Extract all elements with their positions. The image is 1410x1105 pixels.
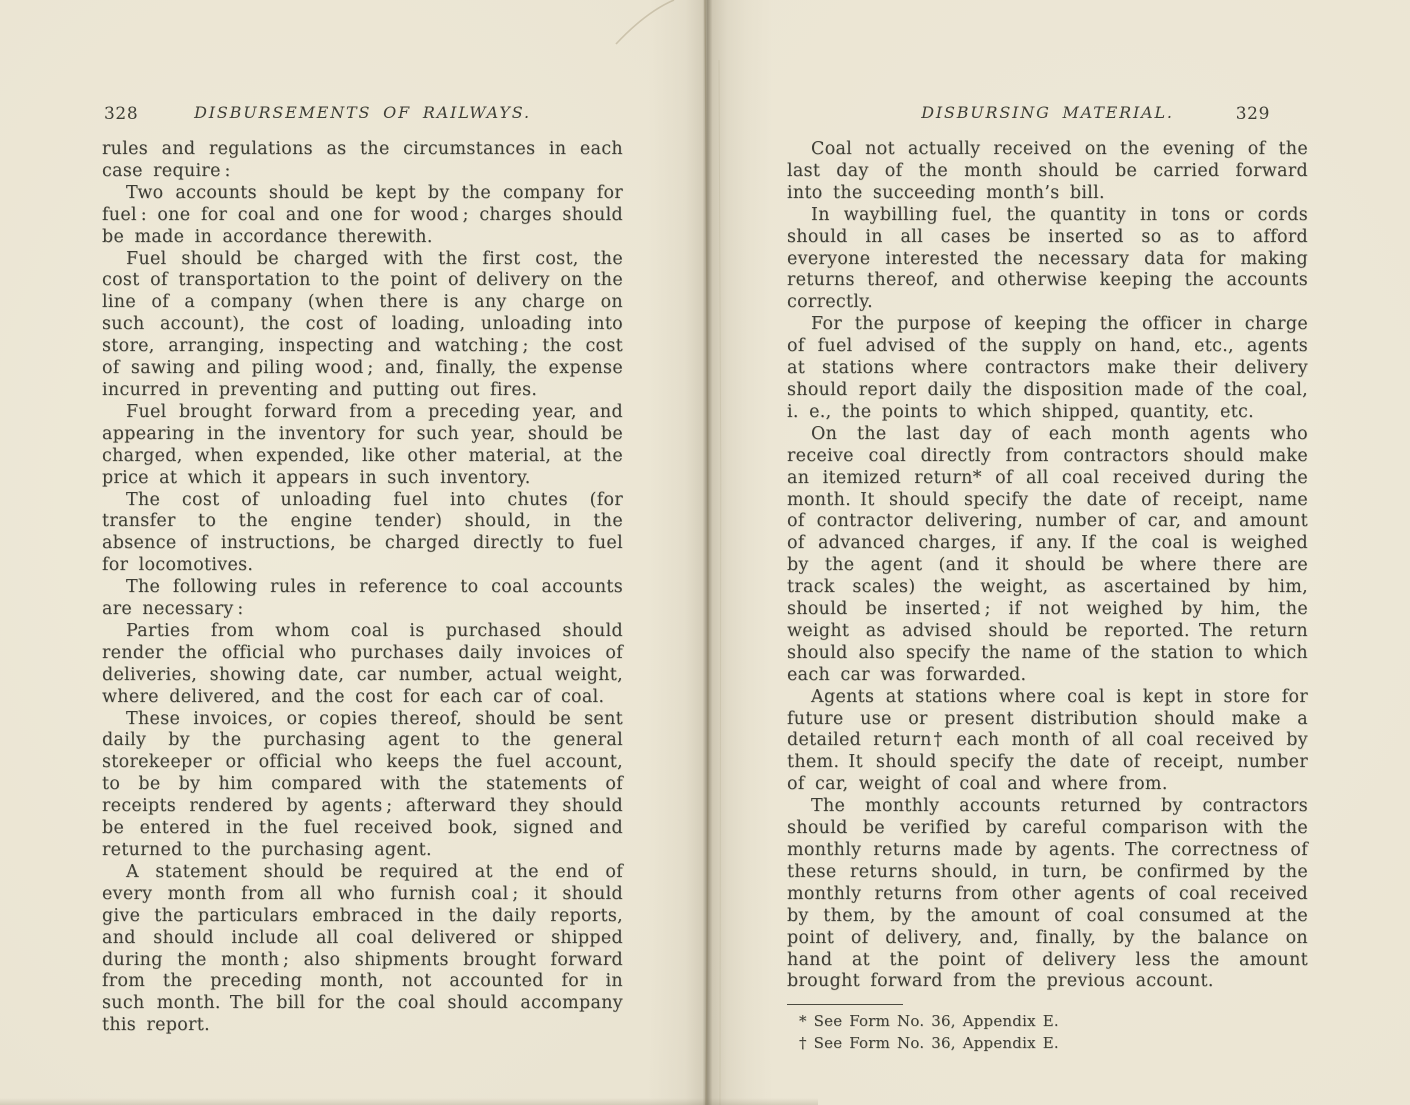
paragraph: Coal not actually received on the evening of the last day of the month should be carried forward into the succeeding month’s bill. — [787, 139, 1308, 203]
right-page-text — [787, 139, 1308, 1054]
paragraph: The following rules in reference to coal accounts are necessary : — [102, 577, 623, 620]
paragraph: In waybilling fuel, the quantity in tons or cords should in all cases be inserted so as to afford everyone interested the necessary data for making returns thereof, and otherwise keeping the accounts correctly. — [787, 204, 1308, 313]
paragraph: Two accounts should be kept by the company for fuel : one for coal and one for wood ; charges should be made in accordance therewith. — [102, 182, 623, 247]
paragraph: A statement should be required at the end of every month from all who furnish coal ; it should give the particulars embraced in the daily reports, and should include all coal delivered or shipped during the month ; also shipments brought forward from the preceding month, not accounted for in such month. The bill for the coal should accompany this report. — [102, 861, 623, 1036]
paragraph: Fuel should be charged with the first cost, the cost of transportation to the point of delivery on the line of a company (when there is any charge on such account), the cost of loading, unloading into store, arranging, inspecting and watching ; the cost of sawing and piling wood ; and, finally, the expense incurred in preventing and putting out fires. — [102, 248, 623, 400]
footnotes-block — [787, 1004, 1308, 1054]
footnote-rule — [787, 1004, 903, 1005]
paragraph: Parties from whom coal is purchased should render the official who purchases daily invoices of deliveries, showing date, car number, actual weight, where delivered, and the cost for each car of coal. — [102, 620, 623, 707]
paragraph: Fuel brought forward from a preceding year, and appearing in the inventory for such year, should be charged, when expended, like other material, at the price at which it appears in such inventory. — [102, 401, 623, 488]
paragraph: These invoices, or copies thereof, should be sent daily by the purchasing agent to the general storekeeper or official who keeps the fuel account, to be by him compared with the statements of receipts rendered by agents ; afterward they should be entered in the fuel received book, signed and returned to the purchasing agent. — [102, 708, 623, 860]
left-page-header — [102, 103, 623, 125]
left-page-text — [102, 139, 623, 1037]
paragraph: Agents at stations where coal is kept in store for future use or present distribution should make a detailed return† each month of all coal received by them. It should specify the date of receipt, number of car, weight of coal and where from. — [787, 686, 1308, 795]
right-page-header — [787, 103, 1308, 125]
left-running-head: DISBURSEMENTS OF RAILWAYS. — [194, 103, 531, 122]
footnote: * See Form No. 36, Appendix E. — [799, 1012, 1059, 1031]
right-running-head: DISBURSING MATERIAL. — [921, 103, 1174, 122]
paragraph: For the purpose of keeping the officer in charge of fuel advised of the supply on hand, etc., agents at stations where contractors make their delivery should report daily the disposition made of the coal, i. e., the points to which shipped, quantity, etc. — [787, 314, 1308, 422]
paragraph: The cost of unloading fuel into chutes (for transfer to the engine tender) should, in the absence of instructions, be charged directly to fuel for locomotives. — [102, 489, 623, 576]
paragraph: On the last day of each month agents who receive coal directly from contractors should make an itemized return* of all coal received during the month. It should specify the date of receipt, name of contractor delivering, number of car, and amount of advanced charges, if any. If the coal is weighed by the agent (and it should be where there are track scales) the weight, as ascertained by him, should be inserted ; if not weighed by him, the weight as advised should be reported. The return should also specify the name of the station to which each car was forwarded. — [787, 423, 1308, 685]
left-page-number: 328 — [104, 104, 139, 124]
right-page-number: 329 — [1235, 104, 1270, 124]
paragraph: The monthly accounts returned by contractors should be verified by careful comparison with the monthly returns made by agents. The correctness of these returns should, in turn, be confirmed by the monthly returns from other agents of coal received by them, by the amount of coal consumed at the point of delivery, and, finally, by the balance on hand at the point of delivery less the amount brought forward from the previous account. — [787, 796, 1308, 992]
paragraph: rules and regulations as the circumstances in each case require : — [102, 139, 623, 181]
footnote: † See Form No. 36, Appendix E. — [799, 1033, 1059, 1052]
